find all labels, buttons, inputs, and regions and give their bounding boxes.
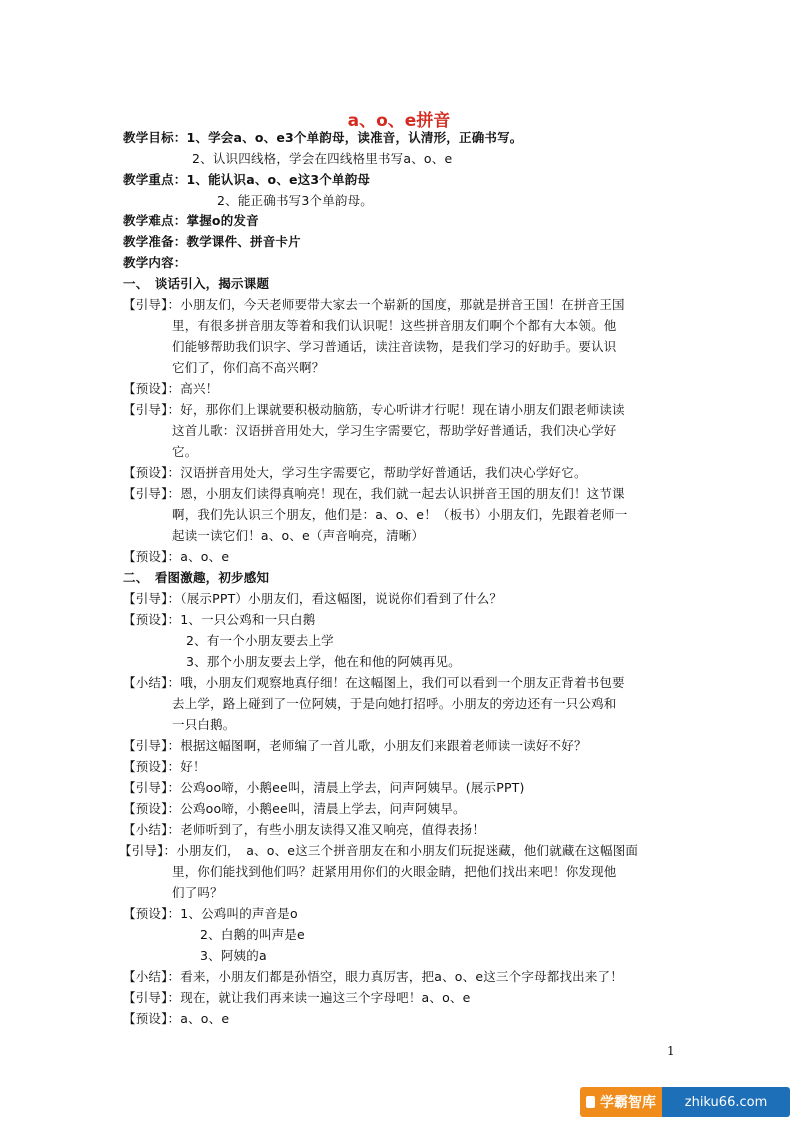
text-line: 里，有很多拼音朋友等着和我们认识呢！这些拼音朋友们啊个个都有大本领。他 <box>172 318 617 333</box>
text-line: 【预设】：1、公鸡叫的声音是o <box>123 906 298 921</box>
text-line: 去上学，路上碰到了一位阿姨，于是向她打招呼。小朋友的旁边还有一只公鸡和 <box>172 696 617 711</box>
text-line: 它们了，你们高不高兴啊？ <box>172 360 325 375</box>
text-line: 【预设】：高兴！ <box>123 381 219 396</box>
watermark-url: zhiku66.com <box>662 1087 790 1117</box>
text-line: 教学难点：掌握o的发音 <box>123 213 259 228</box>
text-line: 【引导】：（展示PPT）小朋友们，看这幅图，说说你们看到了什么？ <box>123 591 503 606</box>
text-line: 【引导】：好，那你们上课就要积极动脑筋，专心听讲才行呢！现在请小朋友们跟老师读读 <box>123 402 625 417</box>
text-line: 【预设】：公鸡oo啼，小鹅ee叫，清晨上学去，问声阿姨早。 <box>123 801 466 816</box>
text-line: 【小结】：哦，小朋友们观察地真仔细！在这幅图上，我们可以看到一个朋友正背着书包要 <box>123 675 625 690</box>
text-line: 【小结】：看来，小朋友们都是孙悟空，眼力真厉害，把a、o、e这三个字母都找出来了！ <box>123 969 623 984</box>
text-line: 教学准备：教学课件、拼音卡片 <box>123 234 301 249</box>
text-line: 一只白鹅。 <box>172 717 236 732</box>
text-line: 【引导】：小朋友们，今天老师要带大家去一个崭新的国度，那就是拼音王国！在拼音王国 <box>123 297 625 312</box>
text-line: 【预设】：好！ <box>123 759 206 774</box>
text-line: 3、那个小朋友要去上学，他在和他的阿姨再见。 <box>186 654 461 669</box>
text-line: 【引导】：公鸡oo啼，小鹅ee叫，清晨上学去，问声阿姨早。(展示PPT) <box>123 780 525 795</box>
text-line: 2、有一个小朋友要去上学 <box>186 633 334 648</box>
text-line: 2、白鹅的叫声是e <box>200 927 305 942</box>
text-line: 【预设】：a、o、e <box>123 1011 230 1026</box>
text-line: 【预设】：a、o、e <box>123 549 230 564</box>
text-line: 【引导】：小朋友们， a、o、e这三个拼音朋友在和小朋友们玩捉迷藏，他们就藏在这幅图面 <box>119 843 639 858</box>
text-line: 【预设】：汉语拼音用处大，学习生字需要它，帮助学好普通话，我们决心学好它。 <box>123 465 587 480</box>
text-line: 它。 <box>172 444 198 459</box>
page-number: 1 <box>667 1044 675 1058</box>
text-line: 里，你们能找到他们吗？赶紧用用你们的火眼金睛，把他们找出来吧！你发现他 <box>172 864 617 879</box>
text-line: 教学目标：1、学会a、o、e3个单韵母，读准音，认清形，正确书写。 <box>123 130 523 145</box>
text-line: 【引导】：现在，就让我们再来读一遍这三个字母吧！a、o、e <box>123 990 471 1005</box>
document-title: a、o、e拼音 <box>347 111 451 131</box>
text-line: 起读一读它们！a、o、e（声音响亮，清晰） <box>172 528 425 543</box>
text-line: 啊，我们先认识三个朋友，他们是：a、o、e！（板书）小朋友们，先跟着老师一 <box>172 507 628 522</box>
text-line: 【小结】：老师听到了，有些小朋友读得又准又响亮，值得表扬！ <box>123 822 486 837</box>
text-line: 【预设】：1、一只公鸡和一只白鹅 <box>123 612 316 627</box>
text-line: 【引导】：根据这幅图啊，老师编了一首儿歌，小朋友们来跟着老师读一读好不好？ <box>123 738 587 753</box>
text-line: 【引导】：恩，小朋友们读得真响亮！现在，我们就一起去认识拼音王国的朋友们！这节课 <box>123 486 625 501</box>
text-line: 这首儿歌：汉语拼音用处大，学习生字需要它，帮助学好普通话，我们决心学好 <box>172 423 617 438</box>
watermark-brand: 学霸智库 <box>580 1087 662 1117</box>
text-line: 二、 看图激趣，初步感知 <box>123 570 270 585</box>
text-line: 教学内容： <box>123 255 187 270</box>
text-line: 3、阿姨的a <box>200 948 267 963</box>
text-line: 2、认识四线格，学会在四线格里书写a、o、e <box>192 151 453 166</box>
text-line: 教学重点：1、能认识a、o、e这3个单韵母 <box>123 172 371 187</box>
text-line: 2、能正确书写3个单韵母。 <box>217 193 374 208</box>
watermark-logo <box>580 1087 790 1117</box>
text-line: 们了吗？ <box>172 885 223 900</box>
text-line: 们能够帮助我们识字、学习普通话，读注音读物，是我们学习的好助手。要认识 <box>172 339 617 354</box>
text-line: 一、 谈话引入，揭示课题 <box>123 276 270 291</box>
